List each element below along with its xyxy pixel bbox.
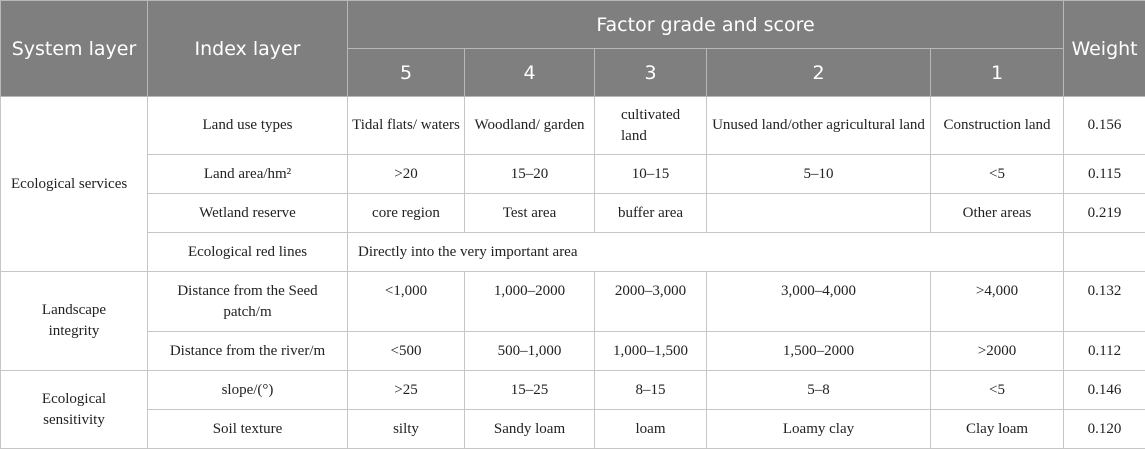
grade-cell: 5–10 bbox=[707, 155, 931, 194]
index-cell: Wetland reserve bbox=[148, 194, 348, 233]
grade-cell: Construction land bbox=[931, 97, 1064, 155]
weight-cell: 0.115 bbox=[1064, 155, 1145, 194]
grade-cell: Test area bbox=[465, 194, 595, 233]
weight-cell: 0.146 bbox=[1064, 371, 1145, 410]
grade-cell: 5–8 bbox=[707, 371, 931, 410]
grade-cell: >4,000 bbox=[931, 272, 1064, 332]
grade-cell: buffer area bbox=[595, 194, 707, 233]
weight-cell: 0.120 bbox=[1064, 410, 1145, 449]
grade-cell: <5 bbox=[931, 371, 1064, 410]
grade-cell: Other areas bbox=[931, 194, 1064, 233]
weight-cell: 0.156 bbox=[1064, 97, 1145, 155]
grade-cell: 15–20 bbox=[465, 155, 595, 194]
table-row bbox=[1, 233, 1145, 272]
header-system-layer: System layer bbox=[1, 1, 148, 97]
grade-cell: Tidal flats/ waters bbox=[348, 97, 465, 155]
weight-cell: 0.112 bbox=[1064, 332, 1145, 371]
index-cell: Distance from the river/m bbox=[148, 332, 348, 371]
header-factor-grade: Factor grade and score bbox=[348, 1, 1064, 49]
grade-cell: Unused land/other agricultural land bbox=[707, 97, 931, 155]
grade-cell bbox=[707, 194, 931, 233]
grade-cell: >25 bbox=[348, 371, 465, 410]
grade-cell: Clay loam bbox=[931, 410, 1064, 449]
header-grade-2: 2 bbox=[707, 49, 931, 97]
table-row bbox=[1, 97, 1145, 155]
grade-cell: silty bbox=[348, 410, 465, 449]
header-grade-4: 4 bbox=[465, 49, 595, 97]
table-row bbox=[1, 332, 1145, 371]
grade-cell: 1,000–2000 bbox=[465, 272, 595, 332]
header-grade-3: 3 bbox=[595, 49, 707, 97]
grade-cell: 10–15 bbox=[595, 155, 707, 194]
index-cell: slope/(°) bbox=[148, 371, 348, 410]
system-layer-cell: Ecological services bbox=[1, 97, 148, 272]
grade-cell: 2000–3,000 bbox=[595, 272, 707, 332]
span-text-cell: Directly into the very important area bbox=[348, 233, 1064, 272]
grade-cell: Loamy clay bbox=[707, 410, 931, 449]
grade-cell: 1,000–1,500 bbox=[595, 332, 707, 371]
grade-cell: >20 bbox=[348, 155, 465, 194]
grade-cell: <500 bbox=[348, 332, 465, 371]
grade-cell: >2000 bbox=[931, 332, 1064, 371]
grade-cell: cultivated land bbox=[595, 97, 707, 155]
weight-cell: 0.132 bbox=[1064, 272, 1145, 332]
index-cell: Ecological red lines bbox=[148, 233, 348, 272]
grade-cell: <5 bbox=[931, 155, 1064, 194]
grade-cell: core region bbox=[348, 194, 465, 233]
index-cell: Land use types bbox=[148, 97, 348, 155]
grade-cell: <1,000 bbox=[348, 272, 465, 332]
table-row bbox=[1, 410, 1145, 449]
grade-cell: loam bbox=[595, 410, 707, 449]
grade-cell: 500–1,000 bbox=[465, 332, 595, 371]
grade-cell: 3,000–4,000 bbox=[707, 272, 931, 332]
weight-cell bbox=[1064, 233, 1145, 272]
header-grade-1: 1 bbox=[931, 49, 1064, 97]
table-row bbox=[1, 371, 1145, 410]
grade-cell: 1,500–2000 bbox=[707, 332, 931, 371]
table-row bbox=[1, 272, 1145, 332]
index-cell: Soil texture bbox=[148, 410, 348, 449]
grade-cell: 8–15 bbox=[595, 371, 707, 410]
index-cell: Distance from the Seed patch/m bbox=[148, 272, 348, 332]
header-index-layer: Index layer bbox=[148, 1, 348, 97]
system-layer-cell: Ecological sensitivity bbox=[1, 371, 148, 449]
table-row bbox=[1, 194, 1145, 233]
header-grade-5: 5 bbox=[348, 49, 465, 97]
grade-cell: Sandy loam bbox=[465, 410, 595, 449]
weight-cell: 0.219 bbox=[1064, 194, 1145, 233]
system-layer-cell: Landscape integrity bbox=[1, 272, 148, 371]
table-row bbox=[1, 155, 1145, 194]
grade-cell: 15–25 bbox=[465, 371, 595, 410]
index-cell: Land area/hm² bbox=[148, 155, 348, 194]
header-weight: Weight bbox=[1064, 1, 1145, 97]
grade-cell: Woodland/ garden bbox=[465, 97, 595, 155]
